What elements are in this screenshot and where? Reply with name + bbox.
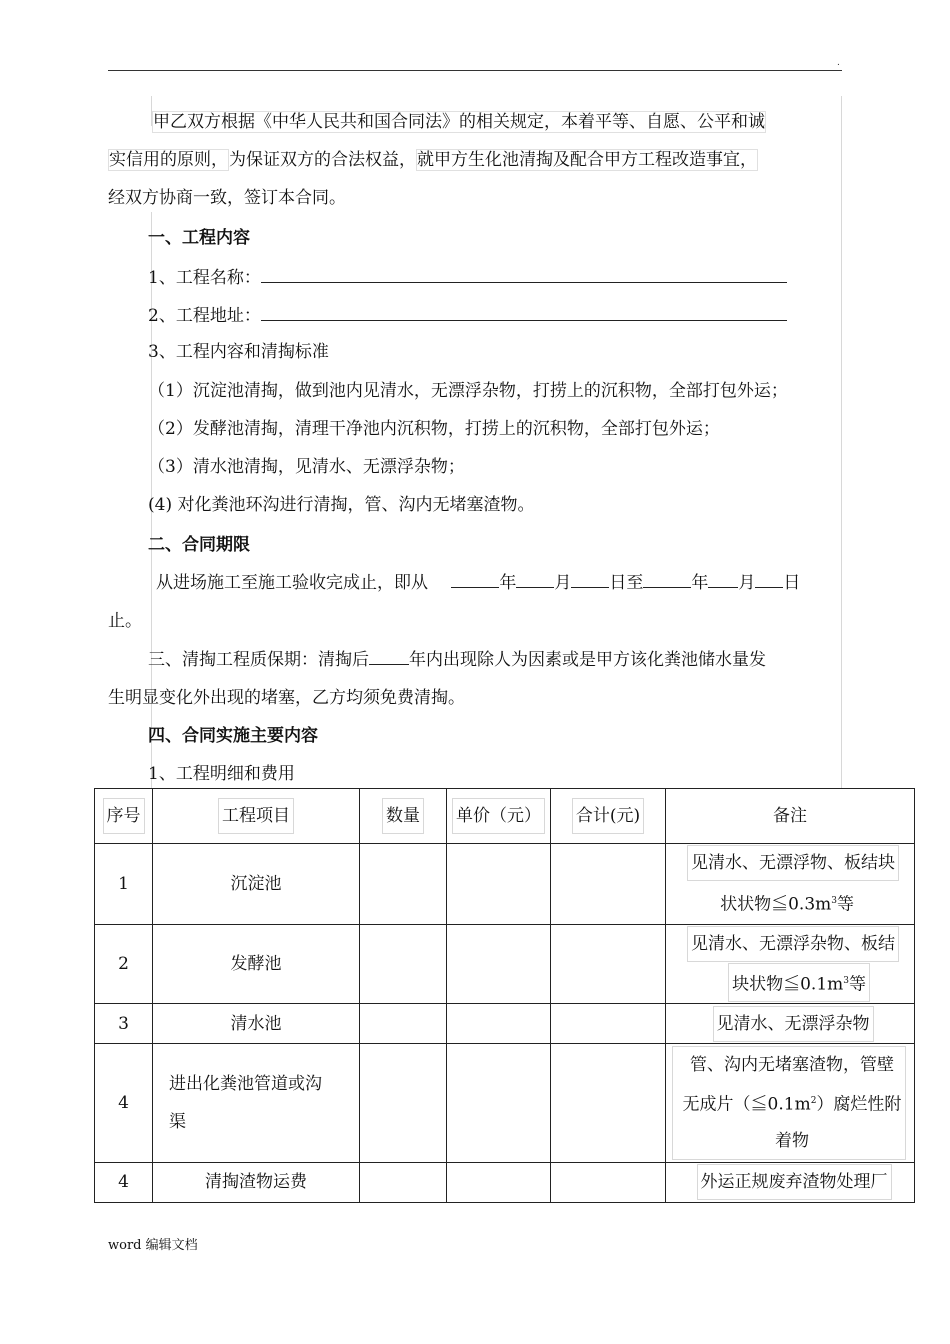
header-cell: 序号 xyxy=(95,789,153,844)
note-cell: 见清水、无漂浮杂物、板结 块状物$≦0.1m^3$等 xyxy=(666,924,915,1004)
section1-heading: 一、工程内容 xyxy=(148,228,250,248)
start-year-blank[interactable] xyxy=(451,573,499,588)
header-cell: 工程项目 xyxy=(153,789,360,844)
header-rule xyxy=(108,70,842,71)
intro-line-3: 经双方协商一致，签订本合同。 xyxy=(108,188,346,208)
project-name-row xyxy=(148,264,787,290)
table-row: 1 沉淀池 见清水、无漂浮物、板结块 状状物$≦0.3m^3$等 xyxy=(95,844,915,925)
table-row: 2 发酵池 见清水、无漂浮杂物、板结 块状物$≦0.1m^3$等 xyxy=(95,924,915,1004)
warranty-line-2: 生明显变化外出现的堵塞，乙方均须免费清掏。 xyxy=(108,688,465,708)
warranty-line-1: 三、清掏工程质保期：清掏后 年内出现除人为因素或是甲方该化粪池储水量发 xyxy=(148,650,766,670)
intro-line-1: 甲乙双方根据《中华人民共和国合同法》的相关规定，本着平等、自愿、公平和诚 xyxy=(153,112,765,132)
table-header-row xyxy=(95,789,915,844)
content-item-1: （1）沉淀池清掏，做到池内见清水，无漂浮杂物，打捞上的沉积物，全部打包外运； xyxy=(148,381,788,401)
header-cell: 备注 xyxy=(666,789,915,844)
section4-sub: 1、工程明细和费用 xyxy=(148,764,295,784)
item-cell: 进出化粪池管道或沟 渠 xyxy=(153,1044,360,1163)
note-cell: 管、沟内无堵塞渣物，管壁 无成片$(≦0.1m^2)$腐烂性附 着物 xyxy=(666,1044,915,1163)
project-name-label: 1、工程名称： xyxy=(148,268,261,288)
content-item-3: （3）清水池清掏，见清水、无漂浮杂物； xyxy=(148,457,465,477)
note-cell: 外运正规废弃渣物处理厂 xyxy=(666,1162,915,1202)
project-name-blank[interactable] xyxy=(261,264,787,283)
start-day-blank[interactable] xyxy=(571,573,609,588)
note-cell: 见清水、无漂浮物、板结块 状状物$≦0.3m^3$等 xyxy=(666,844,915,925)
header-cell: 合计(元) xyxy=(551,789,666,844)
intro-line-2: 实信用的原则，为保证双方的合法权益，就甲方生化池清掏及配合甲方工程改造事宜， xyxy=(109,150,757,170)
term-line: 从进场施工至施工验收完成止，即从 年 月 日至 年 月 日 xyxy=(156,573,801,593)
header-cell: 单价（元） xyxy=(447,789,551,844)
content-label: 3、工程内容和清掏标准 xyxy=(148,342,329,362)
end-year-blank[interactable] xyxy=(643,573,691,588)
frame-line-right xyxy=(841,96,842,788)
end-day-blank[interactable] xyxy=(755,573,783,588)
project-address-row xyxy=(148,302,787,328)
cost-table xyxy=(94,788,915,1203)
content-item-4: (4) 对化粪池环沟进行清掏，管、沟内无堵塞渣物。 xyxy=(148,495,535,515)
section2-heading: 二、合同期限 xyxy=(148,535,250,555)
header-mark: . xyxy=(837,58,840,68)
warranty-years-blank[interactable] xyxy=(369,650,409,665)
content-item-2: （2）发酵池清掏，清理干净池内沉积物，打捞上的沉积物，全部打包外运； xyxy=(148,419,720,439)
section4-heading: 四、合同实施主要内容 xyxy=(148,726,318,746)
start-month-blank[interactable] xyxy=(516,573,554,588)
table-row: 4 清掏渣物运费 外运正规废弃渣物处理厂 xyxy=(95,1162,915,1202)
note-cell: 见清水、无漂浮杂物 xyxy=(666,1004,915,1044)
header-cell: 数量 xyxy=(360,789,447,844)
project-address-label: 2、工程地址： xyxy=(148,306,261,326)
project-address-blank[interactable] xyxy=(261,302,787,321)
footer-text: word 编辑文档 xyxy=(108,1238,198,1253)
table-row: 4 进出化粪池管道或沟 渠 管、沟内无堵塞渣物，管壁 无成片$(≦0.1m^2)$腐烂性附 着物 xyxy=(95,1044,915,1163)
end-month-blank[interactable] xyxy=(708,573,738,588)
table-row: 3 清水池 见清水、无漂浮杂物 xyxy=(95,1004,915,1044)
term-end: 止。 xyxy=(108,611,142,631)
